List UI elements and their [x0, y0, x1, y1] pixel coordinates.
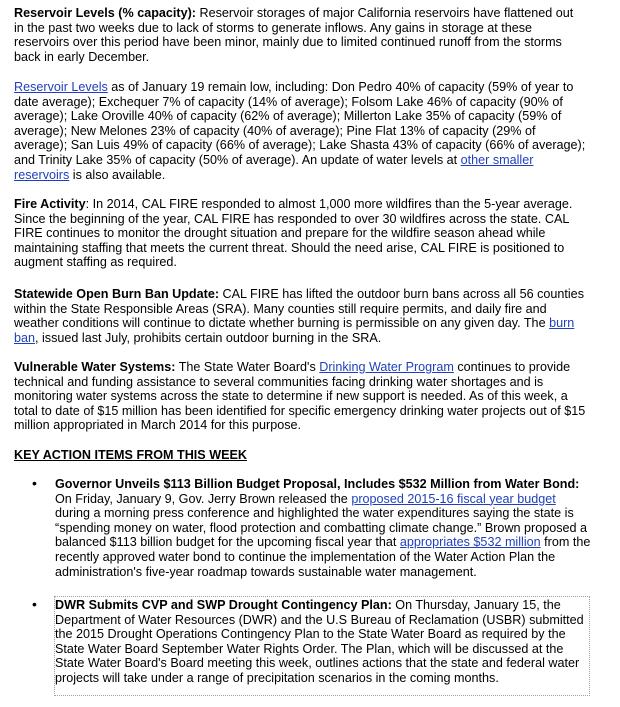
reservoir-levels-text: Reservoir storages of major California reservoirs have flattened out in the past two weeks due to lack of storms to generate inflows. Any gains in storage at these reservoirs over this period have been minor, mainly due to limited continued runoff from the storms back in early December. — [14, 6, 574, 64]
budget-proposal-text: On Friday, January 9, Gov. Jerry Brown released the — [55, 491, 352, 506]
budget-proposal-item — [55, 477, 592, 579]
contingency-plan-text: On Thursday, January 15, the Department of Water Resources (DWR) and the U.S Bureau of Reclamation (USBR) submitted the 2015 Drought Operations Contingency Plan to the State Water Board as required by the State Water Board September Water Rights Order. The Plan, which will be discussed at the State Water Board's Board meeting this week, outlines actions that the state and federal water projects will take under a range of precipitation scenarios in the coming months. — [55, 598, 584, 685]
budget-proposal-text-2: during a morning press conference and highlighted the water expenditures saying the state is “spending money on water, flood protection and combatting climate change.” Brown proposed a balanced $113 billion budget for the upcoming fiscal year that — [55, 506, 588, 550]
reservoir-levels-link[interactable]: Reservoir Levels — [14, 80, 108, 94]
burn-ban-title: Statewide Open Burn Ban Update: — [14, 287, 220, 301]
budget-proposal-title: Governor Unveils $113 Billion Budget Proposal, Includes $532 Million from Water Bond: — [55, 477, 580, 491]
water-systems-paragraph — [14, 360, 586, 433]
burn-ban-tail: , issued last July, prohibits certain outdoor burning in the SRA. — [35, 330, 382, 345]
bullet-icon: • — [32, 475, 37, 491]
fire-activity-title: Fire Activity — [14, 197, 86, 211]
fiscal-year-budget-link[interactable]: proposed 2015-16 fiscal year budget — [351, 491, 556, 506]
burn-ban-link[interactable]: burn ban — [14, 316, 575, 345]
contingency-plan-item[interactable] — [55, 598, 592, 686]
fire-activity-text: : In 2014, CAL FIRE responded to almost 1,000 more wildfires than the 5-year average. Since the beginning of the year, CAL FIRE has responded to over 30 wildfires across the state. CAL FIRE continues to monitor the drought situation and prepare for the wildfire season ahead while maintaining staffing that meets the current threat. Should the need arise, CAL FIRE is positioned to augment staffing as required. — [14, 197, 573, 270]
water-systems-tail: continues to provide technical and funding assistance to several communities facing drinking water shortages and is monitoring water systems across the state to determine if new support is needed. As of this week, a total to date of $15 million has been identified for specific emergency drinking water projects out of $15 million appropriated in March 2014 for this purpose. — [14, 360, 586, 433]
reservoir-list-paragraph — [14, 80, 586, 182]
key-action-items-heading: KEY ACTION ITEMS FROM THIS WEEK — [14, 448, 247, 462]
appropriates-link[interactable]: appropriates $532 million — [399, 535, 541, 550]
water-systems-title: Vulnerable Water Systems: — [14, 360, 176, 374]
reservoir-list-tail: is also available. — [69, 167, 166, 182]
bullet-icon: • — [32, 596, 37, 612]
fire-activity-paragraph — [14, 197, 586, 270]
burn-ban-paragraph — [14, 287, 586, 345]
reservoir-levels-title: Reservoir Levels (% capacity): — [14, 6, 196, 20]
drinking-water-program-link[interactable]: Drinking Water Program — [319, 360, 454, 374]
reservoir-list-text: as of January 19 remain low, including: Don Pedro 40% of capacity (59% of year to date average); Exchequer 7% of capacity (14% of average); Folsom Lake 46% of capacity (90% of average); Lake Oroville 40% of capacity (62% of average); Millerton Lake 35% of capacity (59% of average); New Melones 23% of capacity (40% of average); Pine Flat 13% of capacity (29% of average); San Luis 49% of capacity (66% of average); Lake Shasta 43% of capacity (66% of average); and Trinity Lake 35% of capacity (50% of average). An update of water levels at — [14, 80, 586, 167]
smaller-reservoirs-link[interactable]: other smaller reservoirs — [14, 152, 534, 182]
burn-ban-text: CAL FIRE has lifted the outdoor burn bans across all 56 counties within the State Responsible Areas (SRA). Many counties still require permits, and daily fire and weather conditions will continue to dictate whether burning is permissible on any given day. The — [14, 287, 584, 331]
budget-proposal-text-3: from the recently approved water bond to continue the implementation of the Water Action Plan the administration's five-year roadmap towards sustainable water management. — [55, 535, 591, 579]
water-systems-text: The State Water Board's — [175, 360, 320, 374]
contingency-plan-title: DWR Submits CVP and SWP Drought Contingency Plan: — [55, 598, 392, 612]
reservoir-levels-paragraph — [14, 6, 586, 64]
